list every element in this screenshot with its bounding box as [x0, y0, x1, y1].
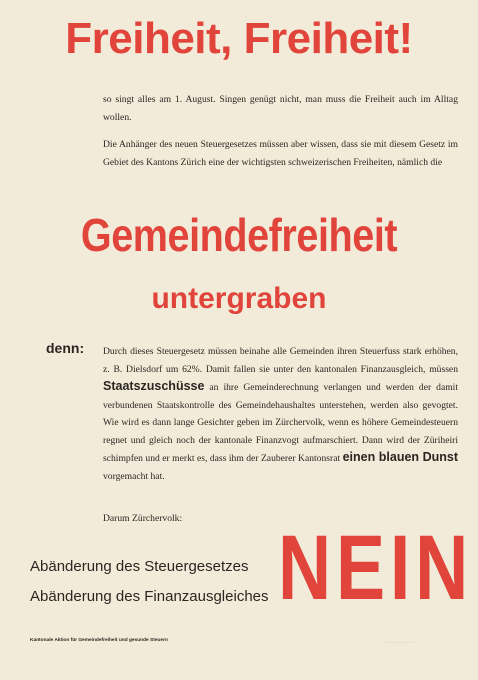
demand-finanzausgleich: Abänderung des Finanzausgleiches [30, 588, 269, 605]
footer-publisher: Kantonale Aktion für Gemeindefreiheit und gesunde Steuern [30, 638, 168, 643]
emphasis-staatszuschuesse: Staatszuschüsse [103, 379, 205, 393]
warning-paragraph: Die Anhänger des neuen Steuergesetzes müssen aber wissen, dass sie mit diesem Gesetz im Gebiet des Kantons Zürich eine der wichtigsten schweizerischen Freiheiten, nämlich die [103, 139, 458, 168]
body-text-1: Durch dieses Steuergesetz müssen beinahe alle Gemeinden ihren Steuerfuss stark erhöhen, z. B. Dielsdorf um 62%. Damit fallen sie unter den kantonalen Finanzausgleich, müssen [103, 346, 458, 375]
body-text-3: vorgemacht hat. [103, 470, 165, 482]
vote-nein: NEIN [278, 517, 474, 619]
intro-paragraph: so singt alles am 1. August. Singen genügt nicht, man muss die Freiheit auch im Alltag wollen. [103, 94, 458, 123]
emphasis-blauer-dunst: einen blauen Dunst [342, 450, 459, 464]
body-text-2: an ihre Gemeinderechnung verlangen und werden der damit verbundenen Staatskontrolle des Gemeindehaushaltes unterstehen, werden also gevogtet. Wie wird es dann lange Gesichter geben im Zürchervolk, wenn es höhere Gemeindesteuern regnet und gleich noch der kantonale Finanzvogt aufmarschiert. Dann wird der Züriheiri schimpfen und er merkt es, dass ihm der Zauberer Kantonsrat [103, 382, 458, 464]
denn-label: denn: [46, 340, 85, 356]
printer-imprint: ····························· [385, 640, 414, 644]
main-title: Gemeindefreiheit [80, 209, 398, 261]
body-paragraph [103, 343, 458, 485]
closing-line: Darum Zürchervolk: [103, 513, 183, 524]
headline: Freiheit, Freiheit! [65, 14, 413, 63]
demand-steuergesetz: Abänderung des Steuergesetzes [30, 558, 249, 575]
main-subtitle: untergraben [151, 282, 327, 315]
